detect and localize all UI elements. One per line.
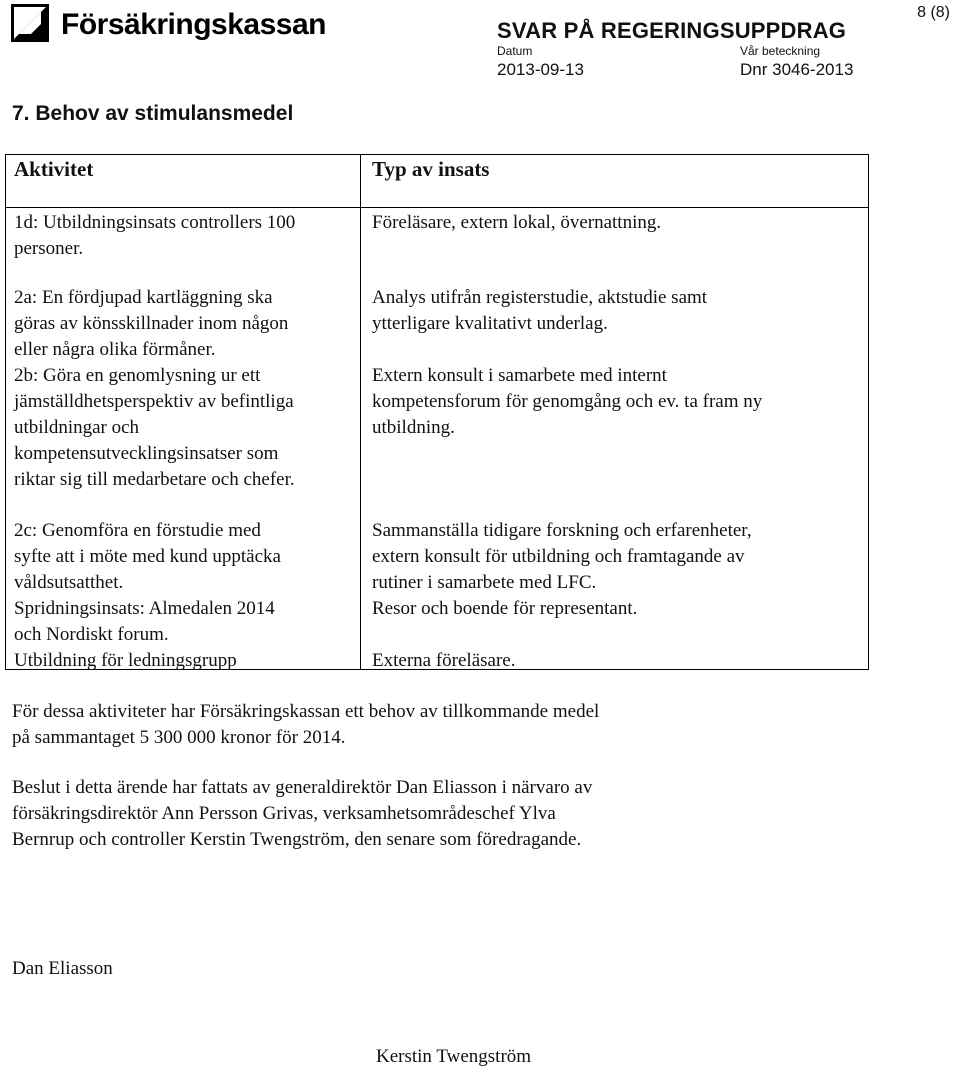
table-cell-activity: 2c: Genomföra en förstudie med syfte att i möte med kund upptäcka våldsutsatthet. — [14, 520, 281, 593]
column-header-type: Typ av insats — [372, 157, 490, 181]
table-cell-type: Analys utifrån registerstudie, aktstudie samt ytterligare kvalitativt underlag. — [372, 287, 708, 334]
table-cell-activity: Spridningsinsats: Almedalen 2014 och Nordiskt forum. — [14, 598, 275, 645]
table-cell-type: Föreläsare, extern lokal, övernattning. — [372, 212, 662, 233]
table-cell-activity: Utbildning för ledningsgrupp — [14, 650, 237, 671]
table-header-divider — [6, 207, 868, 208]
table-column-divider — [360, 155, 361, 669]
date-value: 2013-09-13 — [497, 60, 584, 79]
table-cell-type: Resor och boende för representant. — [372, 598, 638, 619]
reference-label: Vår beteckning — [740, 44, 821, 58]
agency-logo-text: Försäkringskassan — [61, 8, 326, 41]
date-label: Datum — [497, 44, 533, 58]
activities-table — [5, 154, 869, 670]
agency-logo-icon — [11, 4, 49, 42]
section-heading: 7. Behov av stimulansmedel — [12, 102, 294, 125]
table-cell-type: Externa föreläsare. — [372, 650, 516, 671]
signature-controller: Kerstin Twengström — [376, 1046, 532, 1067]
page-number: 8 (8) — [917, 4, 950, 21]
table-cell-type: Sammanställa tidigare forskning och erfarenheter, extern konsult för utbildning och framtagande av rutiner i samarbete med LFC. — [372, 520, 752, 593]
table-cell-activity: 2a: En fördjupad kartläggning ska göras av könsskillnader inom någon eller några olika förmåner. — [14, 287, 289, 360]
decision-paragraph: Beslut i detta ärende har fattats av generaldirektör Dan Eliasson i närvaro av försäkringsdirektör Ann Persson Grivas, verksamhetsområdeschef Ylva Bernrup och controller Kerstin Twengström, den senare som föredragande. — [12, 777, 593, 850]
funding-paragraph: För dessa aktiviteter har Försäkringskassan ett behov av tillkommande medel på sammantaget 5 300 000 kronor för 2014. — [12, 701, 600, 748]
reference-value: Dnr 3046-2013 — [740, 60, 854, 79]
document-title: SVAR PÅ REGERINGSUPPDRAG — [497, 18, 847, 43]
table-cell-type: Extern konsult i samarbete med internt kompetensforum för genomgång och ev. ta fram ny utbildning. — [372, 365, 763, 438]
signature-director-general: Dan Eliasson — [12, 958, 113, 979]
column-header-activity: Aktivitet — [14, 157, 94, 181]
table-cell-activity: 2b: Göra en genomlysning ur ett jämställdhetsperspektiv av befintliga utbildningar och kompetensutvecklingsinsatser som riktar sig till medarbetare och chefer. — [14, 365, 295, 490]
table-cell-activity: 1d: Utbildningsinsats controllers 100 personer. — [14, 212, 296, 259]
